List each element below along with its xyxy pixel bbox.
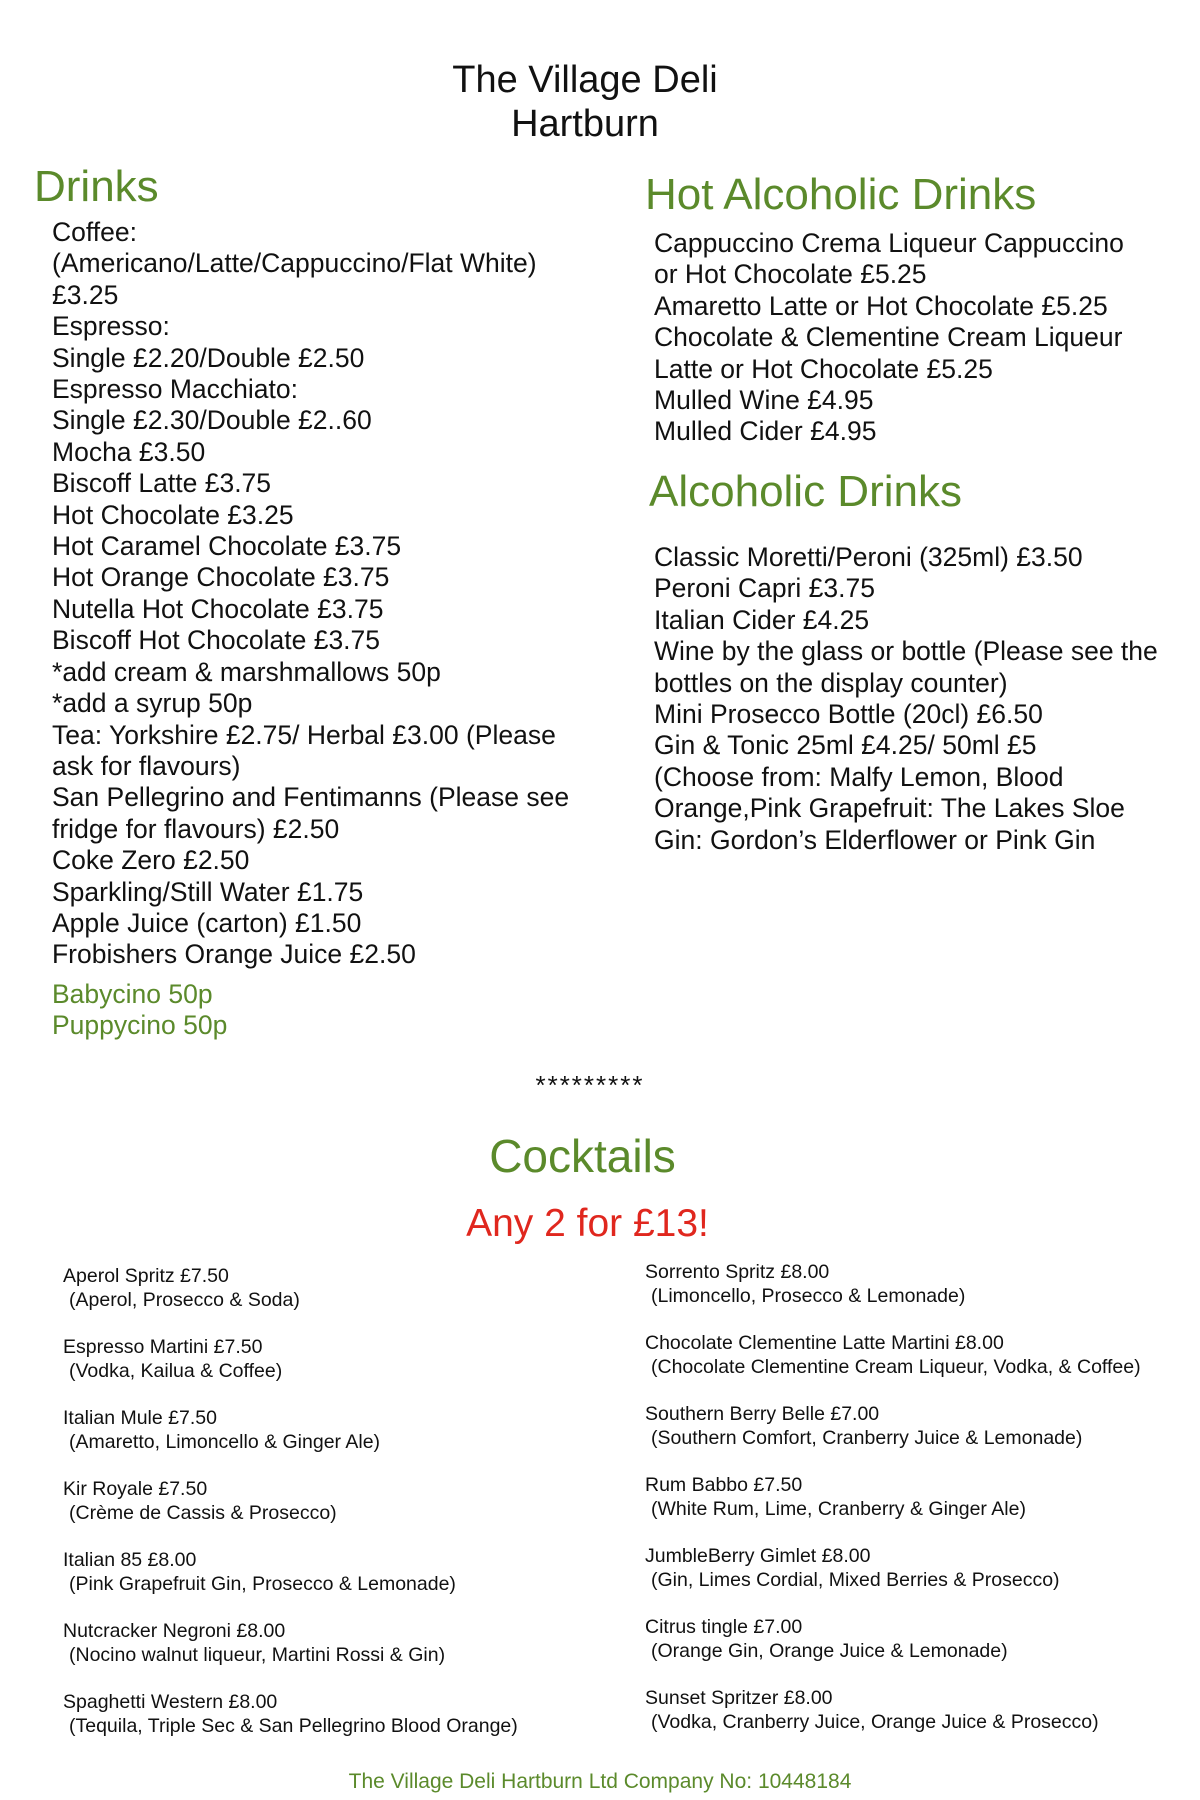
cocktail-ingredients: (Limoncello, Prosecco & Lemonade) xyxy=(651,1285,966,1307)
menu-line: San Pellegrino and Fentimanns (Please see xyxy=(52,782,570,813)
drinks-heading: Drinks xyxy=(34,162,159,211)
menu-line: Mulled Cider £4.95 xyxy=(654,416,877,447)
menu-line: Babycino 50p xyxy=(52,979,213,1009)
menu-line: Italian Cider £4.25 xyxy=(654,604,870,635)
kids-pets-drinks xyxy=(52,979,227,1042)
menu-line: Nutella Hot Chocolate £3.75 xyxy=(52,593,384,624)
menu-line: Biscoff Latte £3.75 xyxy=(52,468,272,499)
menu-line: Sparkling/Still Water £1.75 xyxy=(52,876,364,907)
menu-title xyxy=(0,58,1170,146)
cocktail-ingredients: (Tequila, Triple Sec & San Pellegrino Blood Orange) xyxy=(69,1715,518,1737)
menu-line: Latte or Hot Chocolate £5.25 xyxy=(654,353,993,384)
shop-name: The Village Deli xyxy=(452,59,718,101)
cocktail-name: Sorrento Spritz £8.00 xyxy=(645,1261,830,1283)
cocktail-ingredients: (Southern Comfort, Cranberry Juice & Lemonade) xyxy=(651,1427,1083,1449)
hot-alcoholic-list xyxy=(654,228,1124,448)
cocktail-item xyxy=(645,1686,1141,1757)
cocktail-ingredients: (Pink Grapefruit Gin, Prosecco & Lemonade) xyxy=(69,1573,456,1595)
menu-line: *add a syrup 50p xyxy=(52,688,253,719)
section-separator: ********* xyxy=(535,1070,645,1100)
cocktail-name: Sunset Spritzer £8.00 xyxy=(645,1687,833,1709)
cocktail-item xyxy=(63,1619,518,1690)
menu-line: Single £2.30/Double £2..60 xyxy=(52,405,372,436)
cocktails-heading: Cocktails xyxy=(489,1130,676,1182)
menu-line: Espresso Macchiato: xyxy=(52,374,298,405)
cocktail-ingredients: (Vodka, Cranberry Juice, Orange Juice & Prosecco) xyxy=(651,1711,1099,1733)
cocktail-name: JumbleBerry Gimlet £8.00 xyxy=(645,1545,871,1567)
cocktail-item xyxy=(645,1473,1141,1544)
menu-line: Frobishers Orange Juice £2.50 xyxy=(52,939,416,970)
cocktail-offer: Any 2 for £13! xyxy=(466,1202,709,1245)
menu-line: *add cream & marshmallows 50p xyxy=(52,656,441,687)
cocktail-ingredients: (Amaretto, Limoncello & Ginger Ale) xyxy=(69,1431,381,1453)
menu-line: Hot Caramel Chocolate £3.75 xyxy=(52,531,402,562)
menu-line: Biscoff Hot Chocolate £3.75 xyxy=(52,625,381,656)
cocktail-name: Southern Berry Belle £7.00 xyxy=(645,1403,880,1425)
menu-line: ask for flavours) xyxy=(52,750,241,781)
alcoholic-list xyxy=(654,542,1158,856)
cocktail-name: Aperol Spritz £7.50 xyxy=(63,1265,229,1287)
menu-line: Apple Juice (carton) £1.50 xyxy=(52,907,362,938)
menu-line: £3.25 xyxy=(52,279,119,310)
cocktail-item xyxy=(645,1331,1141,1402)
cocktail-ingredients: (Aperol, Prosecco & Soda) xyxy=(69,1289,300,1311)
cocktail-item xyxy=(645,1615,1141,1686)
menu-line: (Choose from: Malfy Lemon, Blood xyxy=(654,761,1064,792)
menu-line: fridge for flavours) £2.50 xyxy=(52,813,340,844)
menu-line: Coffee: xyxy=(52,217,137,247)
cocktail-name: Chocolate Clementine Latte Martini £8.00 xyxy=(645,1332,1004,1354)
hot-alcoholic-heading: Hot Alcoholic Drinks xyxy=(645,170,1037,219)
cocktail-item xyxy=(63,1548,518,1619)
menu-line: Orange,Pink Grapefruit: The Lakes Sloe xyxy=(654,793,1125,824)
cocktails-right-column xyxy=(645,1260,1141,1757)
cocktail-item xyxy=(63,1477,518,1548)
shop-location: Hartburn xyxy=(511,103,659,145)
menu-line: or Hot Chocolate £5.25 xyxy=(654,259,927,290)
menu-line: Mini Prosecco Bottle (20cl) £6.50 xyxy=(654,699,1043,730)
menu-line: Hot Orange Chocolate £3.75 xyxy=(52,562,390,593)
cocktails-left-column xyxy=(63,1264,518,1761)
cocktail-ingredients: (Chocolate Clementine Cream Liqueur, Vodka, & Coffee) xyxy=(651,1356,1141,1378)
cocktail-name: Rum Babbo £7.50 xyxy=(645,1474,803,1496)
drinks-list xyxy=(52,217,569,971)
menu-line: (Americano/Latte/Cappuccino/Flat White) xyxy=(52,248,537,279)
cocktail-item xyxy=(63,1406,518,1477)
menu-line: Mocha £3.50 xyxy=(52,436,206,467)
cocktail-ingredients: (Gin, Limes Cordial, Mixed Berries & Prosecco) xyxy=(651,1569,1060,1591)
cocktail-item xyxy=(645,1544,1141,1615)
cocktail-name: Citrus tingle £7.00 xyxy=(645,1616,803,1638)
cocktail-name: Spaghetti Western £8.00 xyxy=(63,1691,278,1713)
cocktail-name: Italian Mule £7.50 xyxy=(63,1407,217,1429)
menu-line: Single £2.20/Double £2.50 xyxy=(52,342,365,373)
cocktail-name: Italian 85 £8.00 xyxy=(63,1549,197,1571)
menu-line: Mulled Wine £4.95 xyxy=(654,385,874,416)
cocktail-ingredients: (White Rum, Lime, Cranberry & Ginger Ale) xyxy=(651,1498,1026,1520)
cocktail-name: Kir Royale £7.50 xyxy=(63,1478,208,1500)
cocktail-item xyxy=(63,1264,518,1335)
menu-line: Classic Moretti/Peroni (325ml) £3.50 xyxy=(654,542,1083,572)
menu-line: Peroni Capri £3.75 xyxy=(654,573,875,604)
cocktail-item xyxy=(63,1690,518,1761)
company-footer: The Village Deli Hartburn Ltd Company No: 10448184 xyxy=(348,1770,852,1793)
cocktail-ingredients: (Vodka, Kailua & Coffee) xyxy=(69,1360,283,1382)
menu-line: Cappuccino Crema Liqueur Cappuccino xyxy=(654,228,1124,258)
menu-line: Gin & Tonic 25ml £4.25/ 50ml £5 xyxy=(654,730,1037,761)
cocktail-item xyxy=(645,1260,1141,1331)
cocktail-name: Espresso Martini £7.50 xyxy=(63,1336,263,1358)
menu-line: Coke Zero £2.50 xyxy=(52,845,250,876)
menu-line: bottles on the display counter) xyxy=(654,667,1008,698)
menu-line: Espresso: xyxy=(52,311,170,342)
alcoholic-heading: Alcoholic Drinks xyxy=(649,467,962,516)
menu-line: Amaretto Latte or Hot Chocolate £5.25 xyxy=(654,290,1108,321)
cocktail-ingredients: (Nocino walnut liqueur, Martini Rossi & Gin) xyxy=(69,1644,446,1666)
menu-line: Puppycino 50p xyxy=(52,1010,228,1041)
menu-line: Hot Chocolate £3.25 xyxy=(52,499,294,530)
menu-line: Chocolate & Clementine Cream Liqueur xyxy=(654,322,1123,353)
menu-line: Wine by the glass or bottle (Please see the xyxy=(654,636,1158,667)
menu-line: Gin: Gordon’s Elderflower or Pink Gin xyxy=(654,824,1096,855)
cocktail-ingredients: (Crème de Cassis & Prosecco) xyxy=(69,1502,337,1524)
cocktail-name: Nutcracker Negroni £8.00 xyxy=(63,1620,286,1642)
cocktail-ingredients: (Orange Gin, Orange Juice & Lemonade) xyxy=(651,1640,1008,1662)
menu-line: Tea: Yorkshire £2.75/ Herbal £3.00 (Please xyxy=(52,719,556,750)
cocktail-item xyxy=(645,1402,1141,1473)
cocktail-item xyxy=(63,1335,518,1406)
